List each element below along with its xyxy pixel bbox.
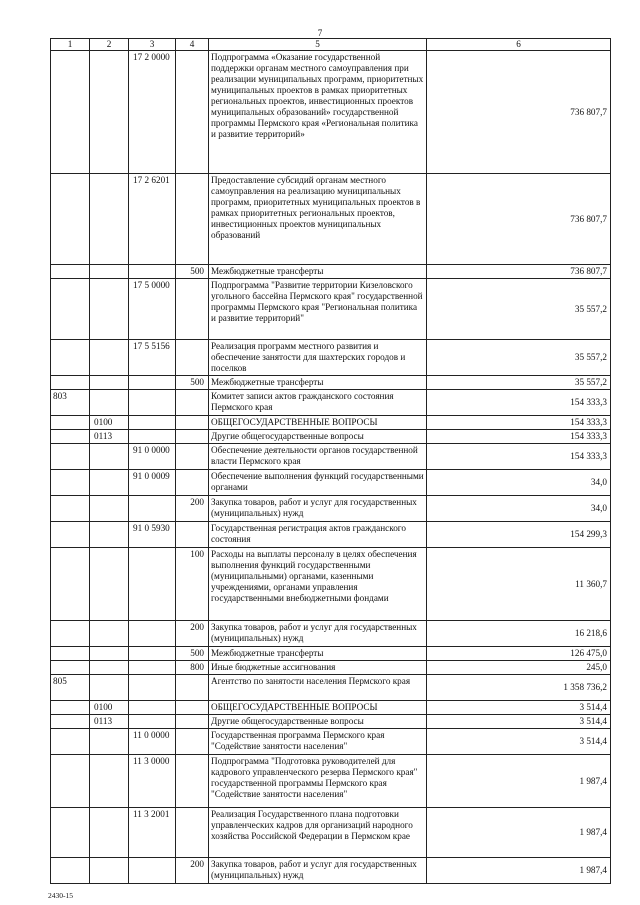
- cell-section-code: [90, 390, 129, 416]
- cell-amount: 35 557,2: [427, 279, 611, 340]
- cell-description: Подпрограмма "Развитие территории Кизеловского угольного бассейна Пермского края" государственной программы Пермского края "Региональная политика и развитие территорий": [209, 279, 427, 340]
- table-row: [51, 755, 611, 808]
- table-row: [51, 265, 611, 279]
- cell-expense-type: 200: [176, 858, 209, 884]
- cell-ministry-code: [51, 416, 90, 430]
- cell-description: Реализация программ местного развития и обеспечение занятости для шахтерских городов и поселков: [209, 340, 427, 376]
- cell-description: Другие общегосударственные вопросы: [209, 430, 427, 444]
- cell-section-code: [90, 496, 129, 522]
- cell-ministry-code: [51, 808, 90, 858]
- cell-target-article: [129, 661, 176, 675]
- cell-ministry-code: [51, 430, 90, 444]
- cell-section-code: [90, 808, 129, 858]
- table-row: [51, 390, 611, 416]
- cell-target-article: [129, 390, 176, 416]
- cell-description: Межбюджетные трансферты: [209, 647, 427, 661]
- cell-ministry-code: [51, 755, 90, 808]
- table-row: [51, 729, 611, 755]
- cell-target-article: 17 5 5156: [129, 340, 176, 376]
- cell-target-article: [129, 496, 176, 522]
- cell-description: Предоставление субсидий органам местного самоуправления на реализацию муниципальных программ, приоритетных муниципальных проектов в рамках приоритетных региональных проектов, инвестиционных проектов муниципальных образований: [209, 174, 427, 265]
- cell-expense-type: [176, 430, 209, 444]
- cell-description: Государственная программа Пермского края "Содействие занятости населения": [209, 729, 427, 755]
- cell-section-code: 0100: [90, 416, 129, 430]
- cell-expense-type: 800: [176, 661, 209, 675]
- budget-table-body: [51, 39, 611, 884]
- column-header: 1: [51, 39, 90, 51]
- cell-description: Обеспечение деятельности органов государственной власти Пермского края: [209, 444, 427, 470]
- cell-ministry-code: [51, 701, 90, 715]
- cell-section-code: [90, 340, 129, 376]
- cell-ministry-code: [51, 548, 90, 621]
- cell-amount: 35 557,2: [427, 340, 611, 376]
- cell-expense-type: [176, 729, 209, 755]
- cell-description: Государственная регистрация актов гражданского состояния: [209, 522, 427, 548]
- cell-target-article: [129, 701, 176, 715]
- cell-ministry-code: [51, 661, 90, 675]
- cell-amount: 3 514,4: [427, 715, 611, 729]
- cell-ministry-code: [51, 51, 90, 174]
- cell-description: Расходы на выплаты персоналу в целях обеспечения выполнения функций государственными (муниципальными) органами, казенными учреждениями, органами управления государственными внебюджетными фондами: [209, 548, 427, 621]
- table-row: [51, 858, 611, 884]
- cell-description: ОБЩЕГОСУДАРСТВЕННЫЕ ВОПРОСЫ: [209, 416, 427, 430]
- column-header: 5: [209, 39, 427, 51]
- cell-section-code: [90, 621, 129, 647]
- cell-ministry-code: [51, 858, 90, 884]
- cell-ministry-code: [51, 444, 90, 470]
- cell-target-article: [129, 265, 176, 279]
- cell-expense-type: [176, 755, 209, 808]
- cell-expense-type: 500: [176, 647, 209, 661]
- cell-section-code: 0113: [90, 430, 129, 444]
- cell-amount: 736 807,7: [427, 51, 611, 174]
- cell-description: Закупка товаров, работ и услуг для государственных (муниципальных) нужд: [209, 496, 427, 522]
- cell-expense-type: [176, 390, 209, 416]
- cell-expense-type: 200: [176, 621, 209, 647]
- cell-target-article: 11 3 2001: [129, 808, 176, 858]
- cell-section-code: [90, 675, 129, 701]
- table-row: [51, 715, 611, 729]
- cell-expense-type: [176, 808, 209, 858]
- footer-code: 2430-15: [48, 891, 73, 900]
- cell-target-article: 17 5 0000: [129, 279, 176, 340]
- cell-expense-type: [176, 675, 209, 701]
- table-row: [51, 430, 611, 444]
- cell-amount: 34,0: [427, 496, 611, 522]
- table-row: [51, 279, 611, 340]
- cell-description: Иные бюджетные ассигнования: [209, 661, 427, 675]
- cell-section-code: [90, 470, 129, 496]
- cell-expense-type: [176, 416, 209, 430]
- cell-section-code: [90, 376, 129, 390]
- table-row: [51, 621, 611, 647]
- cell-expense-type: [176, 522, 209, 548]
- cell-ministry-code: [51, 647, 90, 661]
- cell-section-code: [90, 661, 129, 675]
- cell-target-article: [129, 416, 176, 430]
- cell-description: Комитет записи актов гражданского состояния Пермского края: [209, 390, 427, 416]
- cell-amount: 154 299,3: [427, 522, 611, 548]
- cell-ministry-code: 803: [51, 390, 90, 416]
- column-header: 6: [427, 39, 611, 51]
- cell-expense-type: 100: [176, 548, 209, 621]
- cell-ministry-code: [51, 376, 90, 390]
- cell-description: Подпрограмма «Оказание государственной поддержки органам местного самоуправления при реализации муниципальных программ, приоритетных муниципальных проектов в рамках приоритетных региональных проектов, инвестиционных проектов муниципальных образований» государственной программы Пермского края «Региональная политика и развитие территорий»: [209, 51, 427, 174]
- cell-description: Реализация Государственного плана подготовки управленческих кадров для организаций народного хозяйства Российской Федерации в Пермском крае: [209, 808, 427, 858]
- cell-amount: 35 557,2: [427, 376, 611, 390]
- cell-expense-type: [176, 51, 209, 174]
- cell-amount: 154 333,3: [427, 430, 611, 444]
- cell-description: Межбюджетные трансферты: [209, 265, 427, 279]
- cell-expense-type: [176, 444, 209, 470]
- column-header-row: [51, 39, 611, 51]
- cell-ministry-code: 805: [51, 675, 90, 701]
- cell-description: ОБЩЕГОСУДАРСТВЕННЫЕ ВОПРОСЫ: [209, 701, 427, 715]
- cell-amount: 1 358 736,2: [427, 675, 611, 701]
- cell-target-article: [129, 621, 176, 647]
- cell-target-article: [129, 376, 176, 390]
- cell-ministry-code: [51, 621, 90, 647]
- cell-ministry-code: [51, 715, 90, 729]
- cell-amount: 245,0: [427, 661, 611, 675]
- cell-description: Подпрограмма "Подготовка руководителей для кадрового управленческого резерва Пермского края" государственной программы Пермского края "Содействие занятости населения": [209, 755, 427, 808]
- cell-ministry-code: [51, 496, 90, 522]
- cell-amount: 736 807,7: [427, 174, 611, 265]
- cell-expense-type: [176, 279, 209, 340]
- cell-amount: 3 514,4: [427, 729, 611, 755]
- table-row: [51, 661, 611, 675]
- cell-ministry-code: [51, 470, 90, 496]
- cell-expense-type: [176, 174, 209, 265]
- cell-target-article: 17 2 0000: [129, 51, 176, 174]
- cell-target-article: 91 0 0009: [129, 470, 176, 496]
- cell-expense-type: 200: [176, 496, 209, 522]
- cell-amount: 1 987,4: [427, 755, 611, 808]
- table-row: [51, 376, 611, 390]
- cell-amount: 126 475,0: [427, 647, 611, 661]
- cell-section-code: [90, 279, 129, 340]
- column-header: 3: [129, 39, 176, 51]
- cell-ministry-code: [51, 279, 90, 340]
- cell-amount: 1 987,4: [427, 808, 611, 858]
- cell-description: Закупка товаров, работ и услуг для государственных (муниципальных) нужд: [209, 858, 427, 884]
- cell-target-article: [129, 647, 176, 661]
- cell-section-code: 0100: [90, 701, 129, 715]
- table-row: [51, 701, 611, 715]
- cell-ministry-code: [51, 265, 90, 279]
- table-row: [51, 522, 611, 548]
- cell-section-code: [90, 647, 129, 661]
- page-number: 7: [317, 28, 323, 38]
- cell-target-article: 91 0 5930: [129, 522, 176, 548]
- cell-section-code: [90, 755, 129, 808]
- cell-amount: 34,0: [427, 470, 611, 496]
- cell-section-code: [90, 265, 129, 279]
- cell-section-code: [90, 174, 129, 265]
- cell-section-code: [90, 51, 129, 174]
- cell-amount: 154 333,3: [427, 444, 611, 470]
- table-row: [51, 496, 611, 522]
- cell-amount: 154 333,3: [427, 416, 611, 430]
- budget-table: [50, 38, 611, 884]
- table-row: [51, 647, 611, 661]
- table-row: [51, 808, 611, 858]
- cell-target-article: 17 2 6201: [129, 174, 176, 265]
- cell-section-code: [90, 858, 129, 884]
- table-row: [51, 340, 611, 376]
- cell-amount: 154 333,3: [427, 390, 611, 416]
- cell-target-article: [129, 548, 176, 621]
- cell-section-code: [90, 548, 129, 621]
- table-row: [51, 548, 611, 621]
- cell-target-article: [129, 715, 176, 729]
- cell-expense-type: 500: [176, 265, 209, 279]
- cell-expense-type: [176, 701, 209, 715]
- cell-expense-type: [176, 470, 209, 496]
- cell-amount: 3 514,4: [427, 701, 611, 715]
- cell-expense-type: [176, 715, 209, 729]
- cell-section-code: [90, 444, 129, 470]
- cell-target-article: 11 3 0000: [129, 755, 176, 808]
- cell-target-article: 91 0 0000: [129, 444, 176, 470]
- column-header: 2: [90, 39, 129, 51]
- cell-target-article: [129, 858, 176, 884]
- column-header: 4: [176, 39, 209, 51]
- table-row: [51, 51, 611, 174]
- cell-target-article: [129, 430, 176, 444]
- cell-ministry-code: [51, 174, 90, 265]
- table-row: [51, 675, 611, 701]
- cell-amount: 16 218,6: [427, 621, 611, 647]
- cell-ministry-code: [51, 522, 90, 548]
- cell-description: Обеспечение выполнения функций государственными органами: [209, 470, 427, 496]
- cell-description: Агентство по занятости населения Пермского края: [209, 675, 427, 701]
- cell-amount: 736 807,7: [427, 265, 611, 279]
- cell-ministry-code: [51, 340, 90, 376]
- cell-expense-type: 500: [176, 376, 209, 390]
- cell-expense-type: [176, 340, 209, 376]
- cell-section-code: [90, 729, 129, 755]
- table-row: [51, 444, 611, 470]
- cell-section-code: [90, 522, 129, 548]
- cell-amount: 1 987,4: [427, 858, 611, 884]
- table-row: [51, 174, 611, 265]
- cell-target-article: 11 0 0000: [129, 729, 176, 755]
- cell-description: Закупка товаров, работ и услуг для государственных (муниципальных) нужд: [209, 621, 427, 647]
- cell-target-article: [129, 675, 176, 701]
- cell-description: Другие общегосударственные вопросы: [209, 715, 427, 729]
- cell-description: Межбюджетные трансферты: [209, 376, 427, 390]
- cell-ministry-code: [51, 729, 90, 755]
- cell-section-code: 0113: [90, 715, 129, 729]
- cell-amount: 11 360,7: [427, 548, 611, 621]
- table-row: [51, 470, 611, 496]
- table-row: [51, 416, 611, 430]
